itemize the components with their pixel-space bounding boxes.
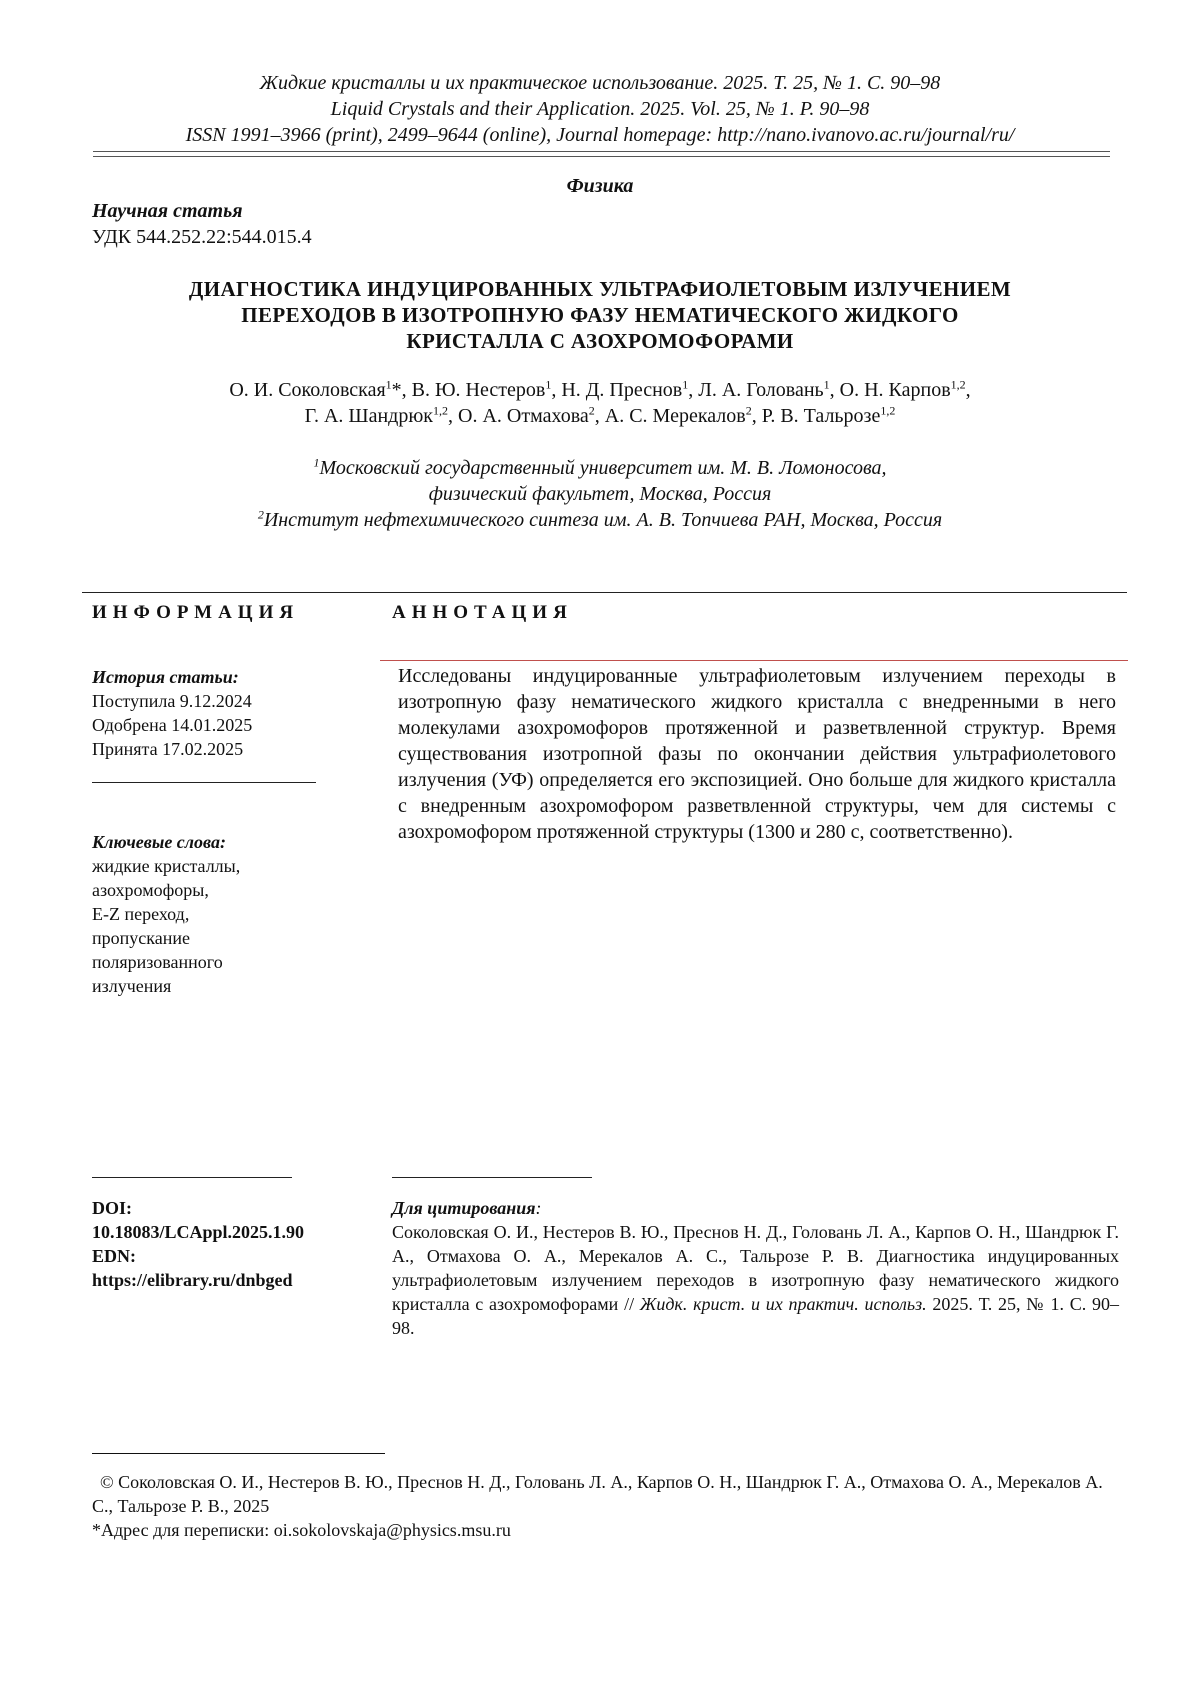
edn-label: EDN: (92, 1246, 136, 1266)
section-label: Физика (566, 175, 634, 197)
keyword: поляризованного (92, 952, 223, 972)
author-list (120, 377, 1080, 429)
keyword: жидкие кристаллы, (92, 856, 241, 876)
article-type: Научная статья (92, 200, 243, 222)
info-divider (82, 592, 1127, 593)
history-approved: Одобрена 14.01.2025 (92, 715, 253, 735)
affiliations (120, 455, 1080, 533)
journal-line-issn: ISSN 1991–3966 (print), 2499–9644 (online), Journal homepage: http://nano.ivanovo.ac.ru/journal/ru/ (185, 124, 1015, 146)
keyword: излучения (92, 976, 172, 996)
doi-value[interactable]: 10.18083/LCAppl.2025.1.90 (92, 1222, 305, 1242)
author: О. Н. Карпов$^{1,2}$, (839, 377, 971, 401)
keywords-title: Ключевые слова: (92, 832, 226, 852)
keyword: азохромофоры, (92, 880, 209, 900)
doi-block (92, 1196, 304, 1292)
history-rule (92, 782, 316, 783)
copyright-notice: © Соколовская О. И., Нестеров В. Ю., Преснов Н. Д., Головань Л. А., Карпов О. Н., Шандрюк Г. А., Отмахова О. А., Мерекалов А. С., Тальрозе Р. В., 2025 (92, 1472, 1103, 1516)
affiliation-1: $^1$Московский государственный университет им. М. В. Ломоносова, (313, 455, 887, 479)
header-double-rule (93, 151, 1110, 157)
article-title (120, 276, 1080, 354)
history-title: История статьи: (92, 667, 239, 687)
affiliation-1-cont: физический факультет, Москва, Россия (428, 483, 772, 505)
citation-journal: Жидк. крист. и их практич. использ. (639, 1294, 927, 1314)
udc-code: УДК 544.252.22:544.015.4 (92, 226, 312, 248)
keyword: пропускание (92, 928, 190, 948)
author: Н. Д. Преснов$^1$, (561, 377, 699, 401)
title-line: ПЕРЕХОДОВ В ИЗОТРОПНУЮ ФАЗУ НЕМАТИЧЕСКОГО ЖИДКОГО (241, 303, 959, 327)
citation-title: Для цитирования : (392, 1196, 1119, 1220)
journal-line-en: Liquid Crystals and their Application. 2025. Vol. 25, № 1. P. 90–98 (330, 98, 870, 120)
author: А. С. Мерекалов$^2$, (604, 403, 762, 427)
history-accepted: Принята 17.02.2025 (92, 739, 244, 759)
author-line (120, 377, 1080, 403)
title-line: ДИАГНОСТИКА ИНДУЦИРОВАННЫХ УЛЬТРАФИОЛЕТОВЫМ ИЗЛУЧЕНИЕМ (188, 277, 1012, 301)
doi-rule (92, 1177, 292, 1178)
author: Л. А. Головань$^1$, (698, 377, 840, 401)
author: О. А. Отмахова$^2$, (458, 403, 605, 427)
keyword: E-Z переход, (92, 904, 190, 924)
abstract-heading: АННОТАЦИЯ (392, 602, 573, 623)
correspondence-address[interactable]: *Адрес для переписки: oi.sokolovskaja@physics.msu.ru (92, 1520, 511, 1540)
author: О. И. Соколовская$^1$*, (229, 377, 412, 401)
footnote (92, 1470, 1120, 1542)
info-heading: ИНФОРМАЦИЯ (92, 602, 300, 623)
citation-block (392, 1196, 1119, 1340)
article-history (92, 665, 252, 761)
journal-line-ru: Жидкие кристаллы и их практическое использование. 2025. Т. 25, № 1. С. 90–98 (259, 72, 941, 94)
citation-rule (392, 1177, 592, 1178)
author: Р. В. Тальрозе$^{1,2}$ (761, 403, 896, 427)
title-line: КРИСТАЛЛА С АЗОХРОМОФОРАМИ (406, 329, 794, 353)
author: Г. А. Шандрюк$^{1,2}$, (304, 403, 458, 427)
journal-header (90, 70, 1110, 148)
keywords (92, 830, 240, 998)
doi-label: DOI: (92, 1198, 132, 1218)
edn-link[interactable]: https://elibrary.ru/dnbged (92, 1270, 293, 1290)
abstract-rule (380, 660, 1128, 661)
author-line (120, 403, 1080, 429)
footnote-rule (92, 1453, 385, 1454)
affiliation-2: $^2$Институт нефтехимического синтеза им. А. В. Топчиева РАН, Москва, Россия (257, 507, 943, 531)
citation-text: Соколовская О. И., Нестеров В. Ю., Преснов Н. Д., Головань Л. А., Карпов О. Н., Шандрюк Г. А., Отмахова О. А., Мерекалов А. С., Тальрозе Р. В. Диагностика индуцированных ультрафиолетовым излучением переходов в изотропную фазу нематического жидкого кристалла с азохромофорами // Жидк. крист. и их практич. использ. 2025. Т. 25, № 1. С. 90–98. (392, 1222, 1119, 1338)
history-received: Поступила 9.12.2024 (92, 691, 252, 711)
abstract-text: Исследованы индуцированные ультрафиолетовым излучением переходы в изотропную фазу нематического жидкого кристалла с внедренными в него молекулами азохромофоров протяженной и разветвленной структур. Время существования изотропной фазы по окончании действия ультрафиолетового излучения (УФ) определяется его экспозицией. Оно больше для жидкого кристалла с внедренным азохромофором разветвленной структуры, чем для системы с азохромофором протяженной структуры (1300 и 280 с, соответственно). (398, 665, 1116, 843)
author: В. Ю. Нестеров$^1$, (411, 377, 562, 401)
